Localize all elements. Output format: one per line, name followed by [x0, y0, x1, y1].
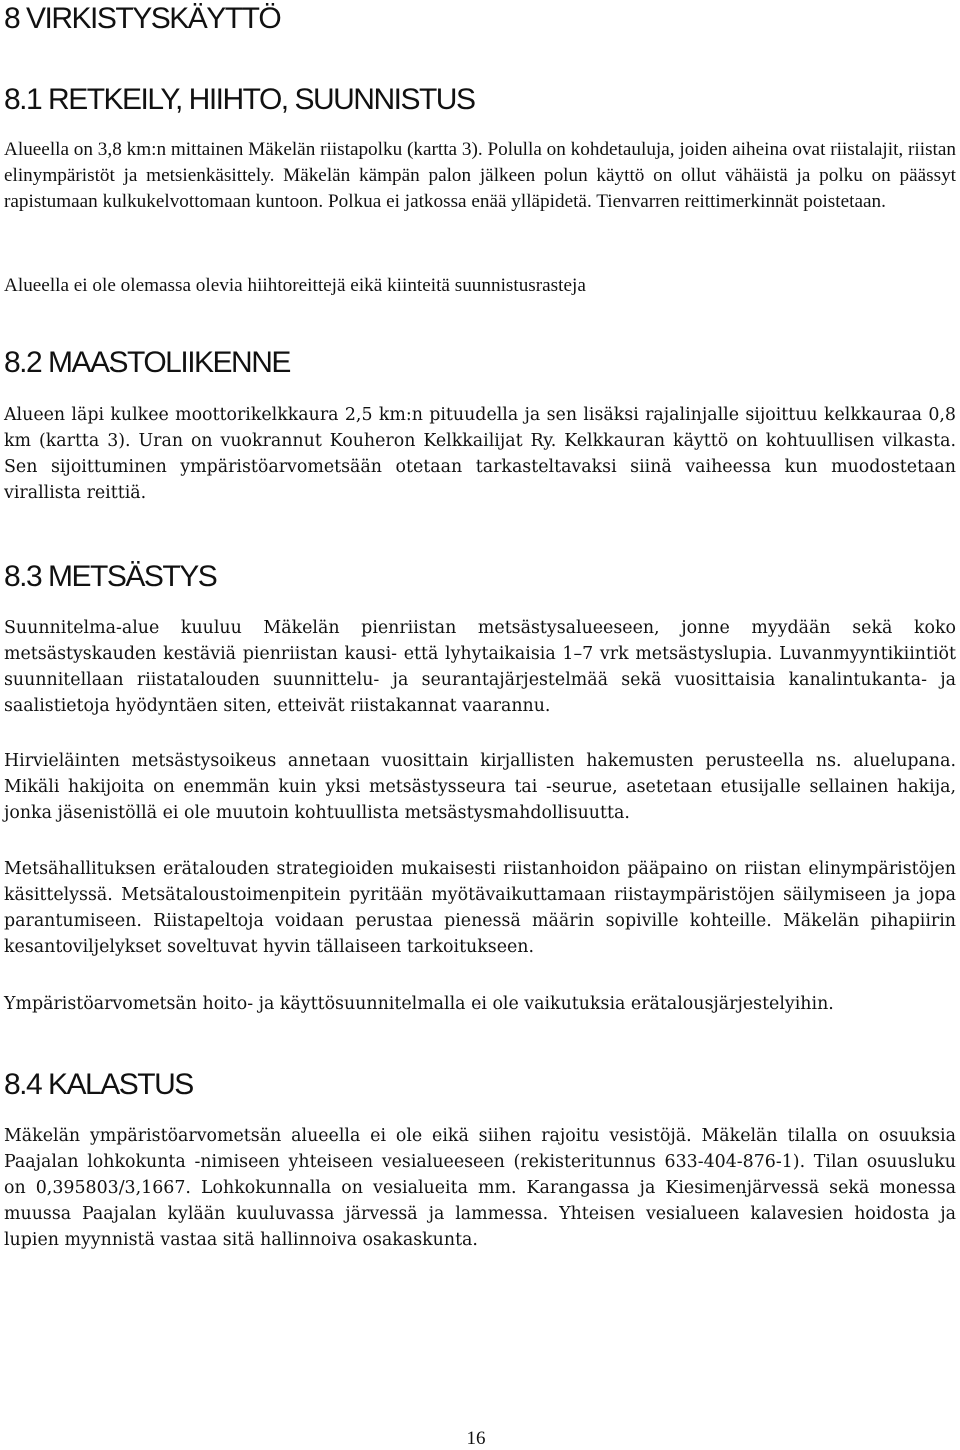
chapter-title: 8 VIRKISTYSKÄYTTÖ — [4, 2, 281, 35]
paragraph-moottorikelkkaura: Alueen läpi kulkee moottorikelkkaura 2,5 km:n pituudella ja sen lisäksi rajalinjalle sijoittuu kelkkauraa 0,8 km (kartta 3). Uran on vuokrannut Kouheron Kelkkailijat Ry. Kelkkauran käyttö on kohtuullisen vilkasta. Sen sijoittuminen ympäristöarvometsään otetaan tarkasteltavaksi siinä vaiheessa kun muodostetaan virallista reittiä. — [4, 405, 956, 503]
paragraph-hirvielaimet: Hirvieläinten metsästysoikeus annetaan vuosittain kirjallisten hakemusten perusteella ns. aluelupana. Mikäli hakijoita on enemmän kuin yksi metsästysseura tai -seurue, asetetaan etusijalle sellainen hakija, jonka jäsenistöllä ei ole muutoin kohtuullista metsästysmahdollisuutta. — [4, 751, 956, 823]
page-number-text: 16 — [466, 1428, 486, 1449]
section-heading-8-3: 8.3 METSÄSTYS — [4, 560, 217, 593]
document-page — [4, 0, 956, 1448]
paragraph-riistapolku: Alueella on 3,8 km:n mittainen Mäkelän riistapolku (kartta 3). Polulla on kohdetauluja, joiden aiheina ovat riistalajit, riistan elinympäristöt ja metsienkäsittely. Mäkelän kämpän palon jälkeen polun käyttö on ollut vähäistä ja polku on päässyt rapistumaan kulkukelvottomaan kuntoon. Polkua ei jatkossa enää ylläpidetä. Tienvarren reittimerkinnät poistetaan. — [4, 139, 956, 212]
paragraph-riistanhoito: Metsähallituksen erätalouden strategioiden mukaisesti riistanhoidon pääpaino on riistan elinympäristöjen käsittelyssä. Metsätaloustoimenpitein pyritään myötävaikuttamaan riistaympäristöjen säilymiseen ja jopa parantumiseen. Riistapeltoja voidaan perustaa pienessä määrin sopiville kohteille. Mäkelän pihapiirin kesantoviljelykset soveltuvat hyvin tällaiseen tarkoitukseen. — [4, 859, 956, 957]
section-heading-8-4: 8.4 KALASTUS — [4, 1068, 193, 1101]
paragraph-pienriista: Suunnitelma-alue kuuluu Mäkelän pienriistan metsästysalueeseen, jonne myydään sekä koko metsästyskauden kestäviä pienriistan kausi- että lyhytaikaisia 1–7 vrk metsästyslupia. Luvanmyyntikiintiöt suunnitellaan riistatalouden suunnittelu- ja seurantajärjestelmää sekä vuosittaisia kanalintukanta- ja saalistietoja hyödyntäen siten, etteivät riistakannat vaarannu. — [4, 618, 956, 716]
section-heading-8-2: 8.2 MAASTOLIIKENNE — [4, 346, 290, 379]
paragraph-eratalous: Ympäristöarvometsän hoito- ja käyttösuunnitelmalla ei ole vaikutuksia erätalousjärjestelyihin. — [4, 994, 834, 1014]
paragraph-hiihtoreitit: Alueella ei ole olemassa olevia hiihtoreittejä eikä kiinteitä suunnistusrasteja — [4, 275, 586, 296]
paragraph-kalastus: Mäkelän ympäristöarvometsän alueella ei ole eikä siihen rajoitu vesistöjä. Mäkelän tilalla on osuuksia Paajalan lohkokunta -nimiseen yhteiseen vesialueeseen (rekisteritunnus 633-404-876-1). Tilan osuusluku on 0,395803/3,1667. Lohkokunnalla on vesialueita mm. Karangassa ja Kiesimenjärvessä sekä monessa muussa Paajalan kylään kuuluvassa järvessä ja lammessa. Yhteisen vesialueen kalavesien hoidosta ja lupien myynnistä vastaa sitä hallinnoiva osakaskunta. — [4, 1126, 956, 1250]
section-heading-8-1: 8.1 RETKEILY, HIIHTO, SUUNNISTUS — [4, 83, 475, 116]
